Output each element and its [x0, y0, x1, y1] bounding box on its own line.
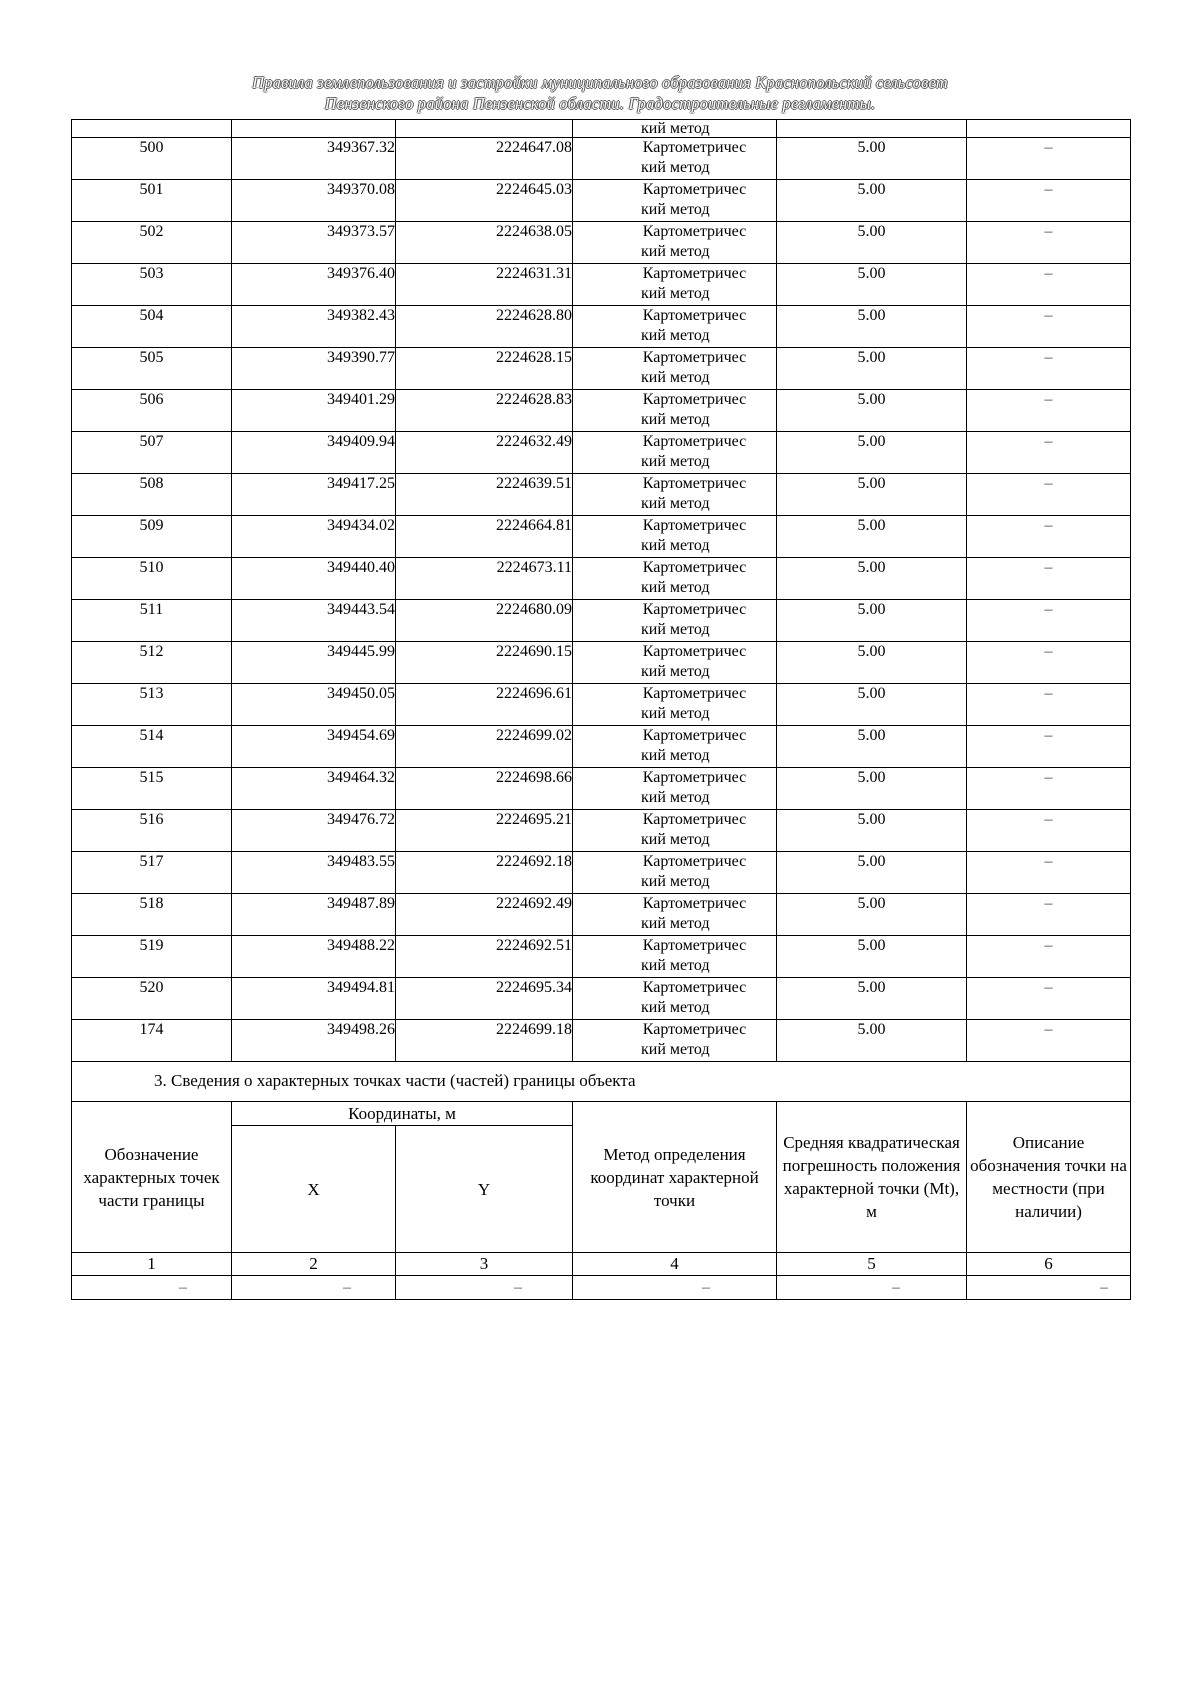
header-error: Средняя квадратическая погрешность положения характерной точки (Mt), м: [777, 1102, 967, 1253]
coord-x-cell: 349443.54: [232, 600, 396, 642]
header-method: Метод определения координат характерной точки: [573, 1102, 777, 1253]
table-row: [72, 348, 1131, 390]
description-cell: –: [967, 222, 1131, 264]
coord-x-cell: 349367.32: [232, 138, 396, 180]
description-cell: –: [967, 600, 1131, 642]
method-line-2: кий метод: [641, 1041, 710, 1058]
column-number: 5: [777, 1253, 967, 1276]
point-number-cell: 500: [72, 138, 232, 180]
error-cell: 5.00: [777, 558, 967, 600]
coord-x-cell: 349445.99: [232, 642, 396, 684]
description-cell: –: [967, 138, 1131, 180]
table-row: [72, 684, 1131, 726]
column-number: 1: [72, 1253, 232, 1276]
point-number-cell: 507: [72, 432, 232, 474]
method-line-2: кий метод: [641, 873, 710, 890]
method-cell: [573, 558, 777, 600]
column-numbers-row: [72, 1253, 1131, 1276]
method-line-1: Картометричес: [642, 937, 747, 954]
coord-x-cell: 349434.02: [232, 516, 396, 558]
coord-y-cell: 2224638.05: [396, 222, 573, 264]
method-line-2: кий метод: [641, 747, 710, 764]
method-line-2: кий метод: [641, 537, 710, 554]
error-cell: 5.00: [777, 264, 967, 306]
coord-x-cell: 349409.94: [232, 432, 396, 474]
method-line-1: Картометричес: [642, 391, 747, 408]
error-cell: 5.00: [777, 474, 967, 516]
method-line-1: Картометричес: [642, 895, 747, 912]
method-line-2: кий метод: [641, 663, 710, 680]
coord-x-cell: 349401.29: [232, 390, 396, 432]
error-cell: 5.00: [777, 138, 967, 180]
table-row: [72, 138, 1131, 180]
method-line-1: Картометричес: [642, 811, 747, 828]
header-x: X: [232, 1126, 396, 1253]
table-row: [72, 726, 1131, 768]
table-row: [72, 768, 1131, 810]
table-row: [72, 474, 1131, 516]
column-number: 3: [396, 1253, 573, 1276]
method-cell: [573, 516, 777, 558]
coord-y-cell: 2224628.80: [396, 306, 573, 348]
coord-y-cell: 2224692.51: [396, 936, 573, 978]
coord-y-cell: 2224695.34: [396, 978, 573, 1020]
coord-x-cell: 349440.40: [232, 558, 396, 600]
table-row: [72, 978, 1131, 1020]
coord-y-cell: 2224631.31: [396, 264, 573, 306]
method-cell: [573, 348, 777, 390]
error-cell: 5.00: [777, 600, 967, 642]
coord-y-cell: 2224696.61: [396, 684, 573, 726]
section-3-title: 3. Сведения о характерных точках части (частей) границы объекта: [154, 1071, 636, 1090]
coord-x-cell: 349454.69: [232, 726, 396, 768]
error-cell: 5.00: [777, 348, 967, 390]
method-line-2: кий метод: [641, 159, 710, 176]
table-row-fragment: [72, 120, 1131, 138]
method-line-1: Картометричес: [642, 265, 747, 282]
method-cell: [573, 978, 777, 1020]
coord-y-cell: 2224639.51: [396, 474, 573, 516]
method-cell: [573, 264, 777, 306]
description-cell: –: [967, 768, 1131, 810]
coord-y-cell: 2224699.02: [396, 726, 573, 768]
point-number-cell: 510: [72, 558, 232, 600]
method-line-1: Картометричес: [642, 139, 747, 156]
method-line-1: Картометричес: [642, 643, 747, 660]
document-header: [0, 72, 1200, 114]
point-number-cell: 508: [72, 474, 232, 516]
coord-x-cell: 349376.40: [232, 264, 396, 306]
table-row: [72, 264, 1131, 306]
description-cell: –: [967, 558, 1131, 600]
coord-y-cell: 2224647.08: [396, 138, 573, 180]
error-cell: 5.00: [777, 222, 967, 264]
point-number-cell: 520: [72, 978, 232, 1020]
method-line-2: кий метод: [641, 999, 710, 1016]
header-row-1: [72, 1102, 1131, 1126]
method-cell: [573, 642, 777, 684]
coordinates-table: [71, 119, 1131, 1300]
coord-x-cell: 349390.77: [232, 348, 396, 390]
method-line-2: кий метод: [641, 411, 710, 428]
coord-x-cell: 349450.05: [232, 684, 396, 726]
point-number-cell: 514: [72, 726, 232, 768]
header-y: Y: [396, 1126, 573, 1253]
method-cell: [573, 600, 777, 642]
header-line-2: Пензенского района Пензенской области. Градостроительные регламенты.: [324, 94, 876, 113]
coord-x-cell: 349370.08: [232, 180, 396, 222]
method-cell: [573, 474, 777, 516]
description-cell: –: [967, 348, 1131, 390]
method-cell-fragment: кий метод: [641, 120, 710, 137]
error-cell: 5.00: [777, 684, 967, 726]
header-coords: Координаты, м: [232, 1102, 573, 1126]
description-cell: –: [967, 810, 1131, 852]
coord-x-cell: 349498.26: [232, 1020, 396, 1062]
method-cell: [573, 222, 777, 264]
description-cell: –: [967, 978, 1131, 1020]
method-line-2: кий метод: [641, 915, 710, 932]
column-number: 4: [573, 1253, 777, 1276]
column-number: 2: [232, 1253, 396, 1276]
table-body: [72, 120, 1131, 1300]
column-number: 6: [967, 1253, 1131, 1276]
coord-x-cell: 349417.25: [232, 474, 396, 516]
method-line-1: Картометричес: [642, 307, 747, 324]
method-cell: [573, 936, 777, 978]
error-cell: 5.00: [777, 390, 967, 432]
error-cell: 5.00: [777, 894, 967, 936]
method-line-2: кий метод: [641, 285, 710, 302]
method-line-1: Картометричес: [642, 517, 747, 534]
coord-x-cell: 349373.57: [232, 222, 396, 264]
coord-y-cell: 2224632.49: [396, 432, 573, 474]
method-line-1: Картометричес: [642, 601, 747, 618]
empty-cell: –: [967, 1276, 1131, 1300]
point-number-cell: 509: [72, 516, 232, 558]
method-cell: [573, 852, 777, 894]
header-point: Обозначение характерных точек части границы: [72, 1102, 232, 1253]
method-cell: [573, 726, 777, 768]
point-number-cell: 502: [72, 222, 232, 264]
method-cell: [573, 432, 777, 474]
coord-y-cell: 2224628.15: [396, 348, 573, 390]
error-cell: 5.00: [777, 516, 967, 558]
point-number-cell: 504: [72, 306, 232, 348]
error-cell: 5.00: [777, 306, 967, 348]
method-line-2: кий метод: [641, 579, 710, 596]
coord-x-cell: 349494.81: [232, 978, 396, 1020]
table-row: [72, 936, 1131, 978]
method-cell: [573, 768, 777, 810]
table-row: [72, 558, 1131, 600]
point-number-cell: 516: [72, 810, 232, 852]
method-cell: [573, 684, 777, 726]
coord-y-cell: 2224698.66: [396, 768, 573, 810]
error-cell: 5.00: [777, 810, 967, 852]
method-line-1: Картометричес: [642, 181, 747, 198]
coord-x-cell: 349487.89: [232, 894, 396, 936]
coord-x-cell: 349488.22: [232, 936, 396, 978]
point-number-cell: 503: [72, 264, 232, 306]
method-line-2: кий метод: [641, 495, 710, 512]
description-cell: –: [967, 684, 1131, 726]
method-cell: [573, 390, 777, 432]
description-cell: –: [967, 936, 1131, 978]
table-row: [72, 390, 1131, 432]
method-line-2: кий метод: [641, 705, 710, 722]
method-line-1: Картометричес: [642, 475, 747, 492]
description-cell: –: [967, 474, 1131, 516]
method-line-2: кий метод: [641, 831, 710, 848]
error-cell: 5.00: [777, 768, 967, 810]
method-line-2: кий метод: [641, 957, 710, 974]
empty-cell: –: [72, 1276, 232, 1300]
method-cell: [573, 180, 777, 222]
method-line-1: Картометричес: [642, 433, 747, 450]
table-row: [72, 306, 1131, 348]
description-cell: –: [967, 432, 1131, 474]
error-cell: 5.00: [777, 978, 967, 1020]
description-cell: –: [967, 264, 1131, 306]
error-cell: 5.00: [777, 936, 967, 978]
table-row: [72, 180, 1131, 222]
coord-y-cell: 2224692.18: [396, 852, 573, 894]
table-row: [72, 642, 1131, 684]
description-cell: –: [967, 852, 1131, 894]
coord-x-cell: 349476.72: [232, 810, 396, 852]
error-cell: 5.00: [777, 852, 967, 894]
empty-cell: –: [396, 1276, 573, 1300]
method-cell: [573, 894, 777, 936]
description-cell: –: [967, 642, 1131, 684]
point-number-cell: 505: [72, 348, 232, 390]
coord-y-cell: 2224664.81: [396, 516, 573, 558]
table-row: [72, 222, 1131, 264]
method-line-1: Картометричес: [642, 853, 747, 870]
method-line-2: кий метод: [641, 327, 710, 344]
empty-cell: –: [232, 1276, 396, 1300]
table-row: [72, 432, 1131, 474]
table-row: [72, 810, 1131, 852]
error-cell: 5.00: [777, 180, 967, 222]
table-row: [72, 516, 1131, 558]
method-line-2: кий метод: [641, 789, 710, 806]
method-line-2: кий метод: [641, 453, 710, 470]
coord-y-cell: 2224695.21: [396, 810, 573, 852]
method-line-1: Картометричес: [642, 727, 747, 744]
method-line-1: Картометричес: [642, 1021, 747, 1038]
method-cell: [573, 810, 777, 852]
description-cell: –: [967, 516, 1131, 558]
coord-y-cell: 2224680.09: [396, 600, 573, 642]
point-number-cell: 512: [72, 642, 232, 684]
description-cell: –: [967, 894, 1131, 936]
point-number-cell: 515: [72, 768, 232, 810]
header-line-1: Правила землепользования и застройки муниципального образования Краснопольский сельсовет: [252, 73, 948, 92]
method-line-1: Картометричес: [642, 769, 747, 786]
method-line-1: Картометричес: [642, 685, 747, 702]
description-cell: –: [967, 390, 1131, 432]
method-line-1: Картометричес: [642, 979, 747, 996]
method-line-1: Картометричес: [642, 349, 747, 366]
method-line-2: кий метод: [641, 369, 710, 386]
point-number-cell: 518: [72, 894, 232, 936]
method-line-2: кий метод: [641, 243, 710, 260]
section-3-title-row: [72, 1062, 1131, 1102]
description-cell: –: [967, 726, 1131, 768]
point-number-cell: 506: [72, 390, 232, 432]
method-line-2: кий метод: [641, 621, 710, 638]
coord-x-cell: 349483.55: [232, 852, 396, 894]
description-cell: –: [967, 1020, 1131, 1062]
table-row: [72, 1020, 1131, 1062]
method-cell: [573, 1020, 777, 1062]
coord-y-cell: 2224699.18: [396, 1020, 573, 1062]
coord-x-cell: 349382.43: [232, 306, 396, 348]
point-number-cell: 511: [72, 600, 232, 642]
coord-y-cell: 2224645.03: [396, 180, 573, 222]
method-line-1: Картометричес: [642, 223, 747, 240]
empty-row: [72, 1276, 1131, 1300]
coord-y-cell: 2224628.83: [396, 390, 573, 432]
table-row: [72, 894, 1131, 936]
coord-y-cell: 2224673.11: [396, 558, 573, 600]
description-cell: –: [967, 306, 1131, 348]
method-line-2: кий метод: [641, 201, 710, 218]
description-cell: –: [967, 180, 1131, 222]
point-number-cell: 517: [72, 852, 232, 894]
point-number-cell: 501: [72, 180, 232, 222]
error-cell: 5.00: [777, 642, 967, 684]
header-description: Описание обозначения точки на местности (при наличии): [967, 1102, 1131, 1253]
table-row: [72, 852, 1131, 894]
method-cell: [573, 306, 777, 348]
empty-cell: –: [777, 1276, 967, 1300]
table-row: [72, 600, 1131, 642]
point-number-cell: 519: [72, 936, 232, 978]
error-cell: 5.00: [777, 432, 967, 474]
error-cell: 5.00: [777, 726, 967, 768]
error-cell: 5.00: [777, 1020, 967, 1062]
empty-cell: –: [573, 1276, 777, 1300]
coord-x-cell: 349464.32: [232, 768, 396, 810]
method-cell: [573, 138, 777, 180]
point-number-cell: 513: [72, 684, 232, 726]
coord-y-cell: 2224690.15: [396, 642, 573, 684]
point-number-cell: 174: [72, 1020, 232, 1062]
method-line-1: Картометричес: [642, 559, 747, 576]
coord-y-cell: 2224692.49: [396, 894, 573, 936]
